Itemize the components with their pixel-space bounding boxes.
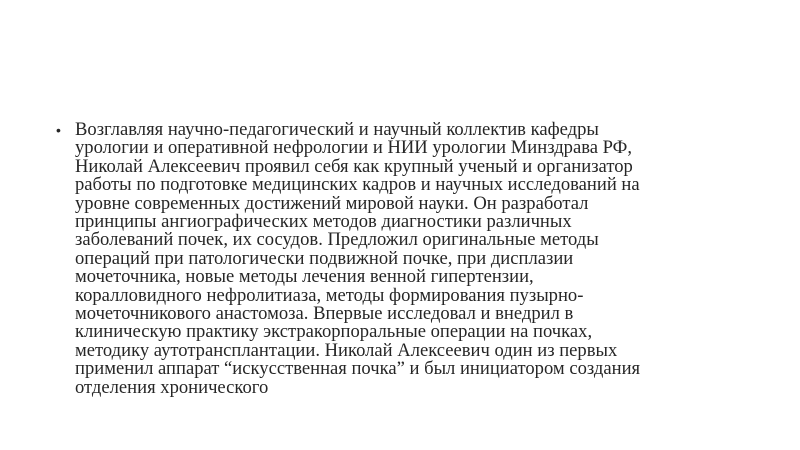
text-line: мочеточникового анастомоза. Впервые исследовал и внедрил в — [75, 303, 574, 325]
slide-content — [56, 121, 746, 397]
text-line: мочеточника, новые методы лечения венной гипертензии, — [75, 266, 534, 288]
text-line: работы по подготовке медицинских кадров и научных исследований на — [75, 174, 640, 196]
text-line: клиническую практику экстракорпоральные операции на почках, — [75, 321, 593, 343]
text-line: методику аутотрансплантации. Николай Алексеевич один из первых — [75, 339, 618, 361]
text-line: уровне современных достижений мировой науки. Он разработал — [75, 192, 589, 214]
text-line: отделения хронического — [75, 376, 269, 398]
text-line: Николай Алексеевич проявил себя как крупный ученый и организатор — [75, 155, 633, 177]
text-line: Возглавляя научно-педагогический и научный коллектив кафедры — [75, 119, 599, 140]
text-line: операций при патологически подвижной почке, при дисплазии — [75, 247, 574, 269]
bullet-paragraph — [56, 121, 746, 397]
text-line: применил аппарат “искусственная почка” и был инициатором создания — [75, 358, 641, 380]
text-line: коралловидного нефролитиаза, методы формирования пузырно- — [75, 284, 584, 306]
text-line: урологии и оперативной нефрологии и НИИ урологии Минздрава РФ, — [75, 137, 633, 159]
text-line: принципы ангиографических методов диагностики различных — [75, 211, 572, 233]
bullet-icon: • — [56, 122, 61, 138]
text-line: заболеваний почек, их сосудов. Предложил оригинальные методы — [75, 229, 599, 251]
